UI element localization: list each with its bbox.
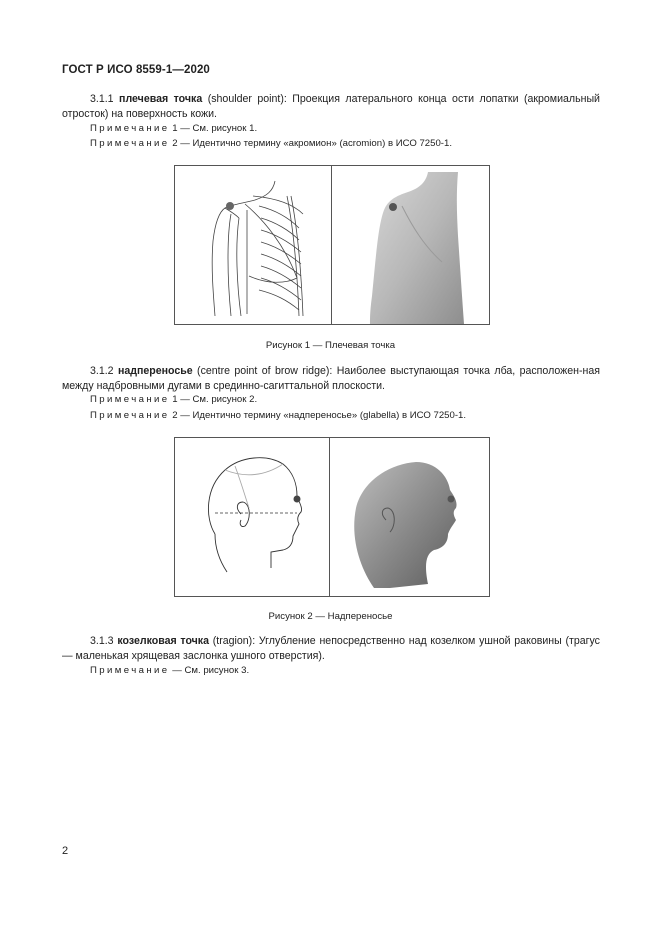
shoulder-point-marker — [389, 203, 397, 211]
note — [90, 393, 257, 406]
note-text: 2 — Идентично термину «надпереносье» (glabella) в ИСО 7250-1. — [172, 410, 467, 421]
note — [90, 137, 452, 150]
term-paragraph — [62, 634, 600, 663]
document-header: ГОСТ Р ИСО 8559-1—2020 — [62, 64, 210, 76]
term-paragraph — [62, 364, 600, 393]
term-name: козелковая точка — [117, 635, 209, 647]
note-label: Примечание — [90, 123, 170, 134]
term-number: 3.1.2 — [90, 365, 114, 377]
note — [90, 409, 466, 422]
term-definition: (tragion): Углубление непосредственно над козелком ушной раковины (трагус — маленькая хрящевая заслонка ушного отверстия). — [62, 635, 600, 662]
note-label: Примечание — [90, 394, 170, 405]
brow-ridge-marker — [294, 496, 301, 503]
note-text: — См. рисунок 3. — [172, 665, 250, 676]
note-label: Примечание — [90, 138, 170, 149]
shoulder-point-marker — [226, 202, 234, 210]
figure-caption: Рисунок 1 — Плечевая точка — [265, 340, 396, 351]
term-definition: (shoulder point): Проекция латерального конца ости лопатки (акромиальный отросток) на поверхность кожи. — [62, 93, 600, 120]
shoulder-photo — [332, 166, 489, 324]
note-text: 1 — См. рисунок 2. — [172, 394, 258, 405]
term-paragraph — [62, 92, 600, 121]
term-number: 3.1.3 — [90, 635, 114, 647]
figure-caption: Рисунок 2 — Надпереносье — [268, 611, 393, 622]
page-number: 2 — [62, 845, 69, 857]
head-3d-scan — [330, 438, 489, 596]
term-name: плечевая точка — [119, 93, 203, 105]
note-label: Примечание — [90, 410, 170, 421]
term-number: 3.1.1 — [90, 93, 114, 105]
note — [90, 122, 257, 135]
figure-brow-ridge — [174, 437, 490, 597]
shoulder-skeleton-drawing — [175, 166, 331, 324]
note-text: 2 — Идентично термину «акромион» (acromion) в ИСО 7250-1. — [172, 138, 452, 149]
head-profile-drawing — [175, 438, 329, 596]
note-text: 1 — См. рисунок 1. — [172, 123, 258, 134]
term-definition: (centre point of brow ridge): Наиболее выступающая точка лба, расположен-ная между надбровными дугами в срединно-сагиттальной плоскости. — [62, 365, 600, 392]
note-label: Примечание — [90, 665, 170, 676]
figure-shoulder-point — [174, 165, 490, 325]
term-name: надпереносье — [117, 365, 193, 377]
brow-ridge-marker — [448, 496, 455, 503]
note — [90, 664, 249, 677]
